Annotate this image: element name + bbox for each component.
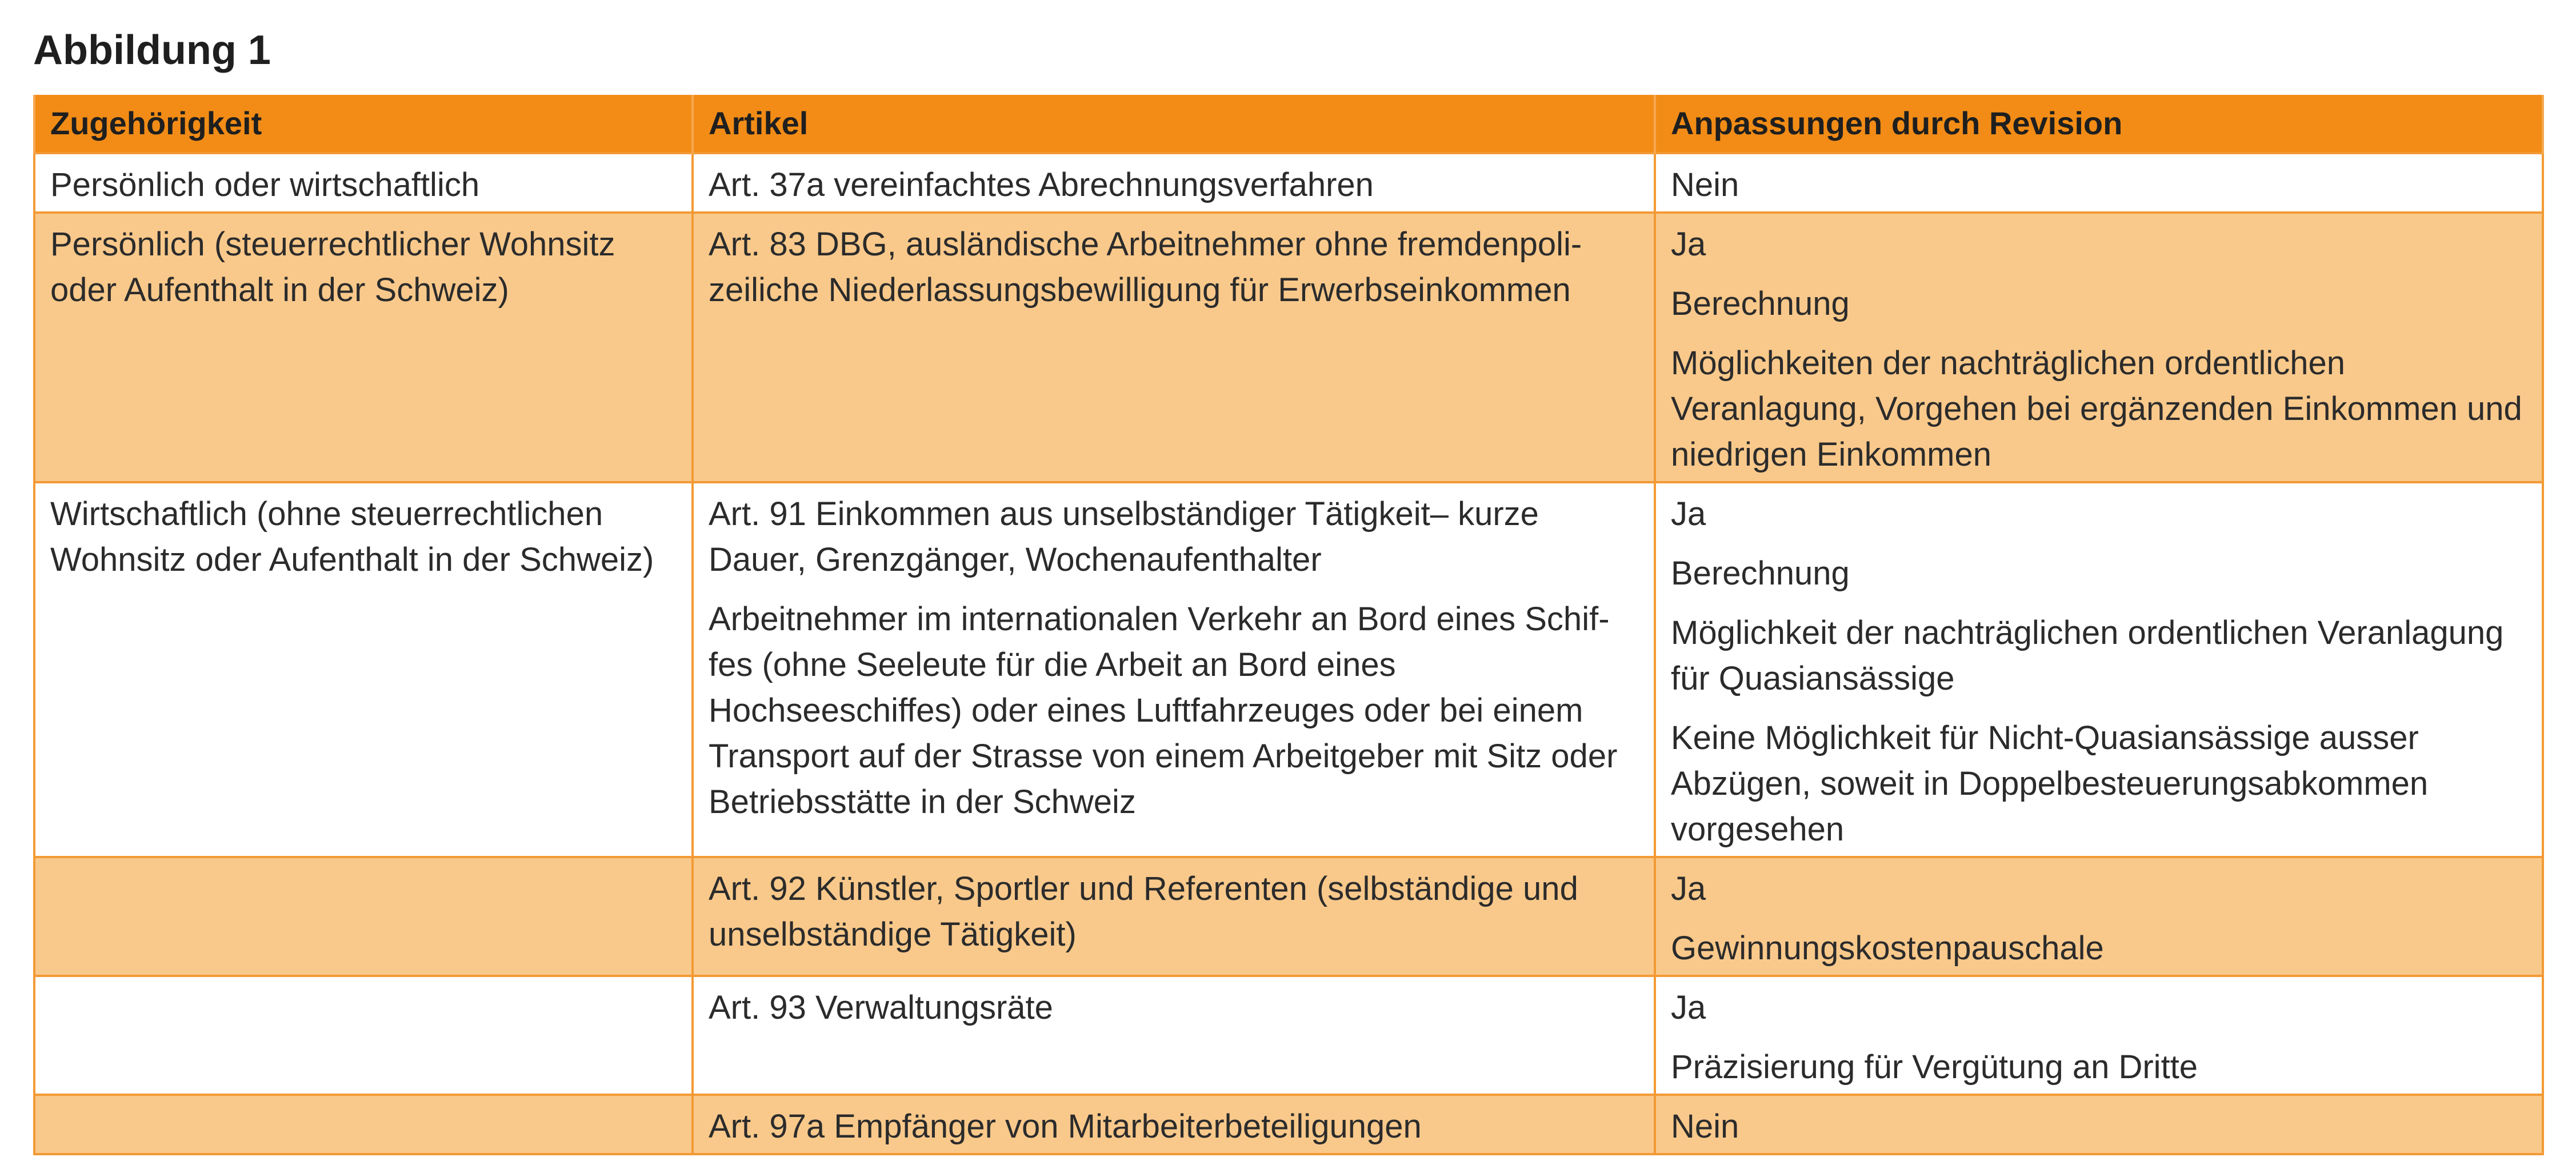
cell-text: Berechnung xyxy=(1671,285,1850,322)
cell-text: Art. 93 Verwaltungsräte xyxy=(709,989,1053,1026)
cell-text: Keine Möglichkeit für Nicht-Quasiansässige ausser Abzügen, soweit in Doppelbesteuerungsabkommen vorgesehen xyxy=(1671,719,2429,848)
cell-text: Nein xyxy=(1671,166,1739,203)
cell-text: Arbeitnehmer im internationalen Verkehr an Bord eines Schiffes (ohne Seeleute für die Arbeit an Bord eines Hochseeschiffes) oder eines Luftfahrzeuges oder bei einem Transport auf der Strasse von einem Arbeitgeber mit Sitz oder Betriebsstätte in der Schweiz xyxy=(709,600,1618,820)
cell-text: Art. 83 DBG, ausländische Arbeitnehmer ohne fremdenpolizeiliche Niederlassungsbewilligung für Erwerbseinkommen xyxy=(709,226,1582,309)
cell-text: Nein xyxy=(1671,1108,1739,1145)
cell-artikel xyxy=(693,857,1655,976)
table-row xyxy=(34,976,2543,1095)
cell-text: Persönlich oder wirtschaftlich xyxy=(50,166,480,203)
cell-zugehoerigkeit xyxy=(34,857,693,976)
table-row xyxy=(34,1095,2543,1154)
cell-text: Ja xyxy=(1671,226,1706,263)
cell-artikel xyxy=(693,1095,1655,1154)
header-anpassungen: Anpassungen durch Revision xyxy=(1655,95,2543,153)
cell-anpassungen xyxy=(1655,153,2543,213)
table-row xyxy=(34,153,2543,213)
cell-artikel xyxy=(693,482,1655,857)
cell-anpassungen xyxy=(1655,976,2543,1095)
table-row xyxy=(34,482,2543,857)
figure-title: Abbildung 1 xyxy=(33,27,271,73)
cell-artikel xyxy=(693,153,1655,213)
cell-text: Ja xyxy=(1671,989,1706,1026)
table-header-row xyxy=(34,95,2543,153)
cell-anpassungen xyxy=(1655,482,2543,857)
cell-zugehoerigkeit xyxy=(34,213,693,482)
cell-text: Art. 91 Einkommen aus unselbständiger Tätigkeit– kurze Dauer, Grenzgänger, Wochenaufenthalter xyxy=(709,495,1539,578)
cell-text: Berechnung xyxy=(1671,555,1850,592)
cell-artikel xyxy=(693,213,1655,482)
cell-text: Wirtschaftlich (ohne steuerrechtlichen Wohnsitz oder Aufenthalt in der Schweiz) xyxy=(50,495,654,578)
cell-text: Persönlich (steuerrechtlicher Wohnsitz oder Aufenthalt in der Schweiz) xyxy=(50,226,615,309)
cell-text: Gewinnungskostenpauschale xyxy=(1671,930,2104,967)
header-zugehoerigkeit: Zugehörigkeit xyxy=(34,95,693,153)
revision-table xyxy=(33,95,2544,1155)
cell-zugehoerigkeit xyxy=(34,1095,693,1154)
cell-text: Ja xyxy=(1671,495,1706,533)
cell-text: Ja xyxy=(1671,870,1706,907)
cell-text: Präzisierung für Vergütung an Dritte xyxy=(1671,1048,2198,1086)
table-row xyxy=(34,213,2543,482)
cell-text: Art. 37a vereinfachtes Abrechnungsverfahren xyxy=(709,166,1374,203)
cell-zugehoerigkeit xyxy=(34,153,693,213)
cell-text: Möglichkeit der nachträglichen ordentlichen Veranlagung für Quasiansässige xyxy=(1671,614,2504,697)
cell-anpassungen xyxy=(1655,213,2543,482)
cell-zugehoerigkeit xyxy=(34,482,693,857)
cell-text: Möglichkeiten der nachträglichen ordentlichen Veranlagung, Vorgehen bei ergänzenden Einkommen und niedrigen Einkommen xyxy=(1671,345,2522,473)
table-row xyxy=(34,857,2543,976)
cell-anpassungen xyxy=(1655,857,2543,976)
cell-text: Art. 97a Empfänger von Mitarbeiterbeteiligungen xyxy=(709,1108,1422,1145)
cell-anpassungen xyxy=(1655,1095,2543,1154)
cell-zugehoerigkeit xyxy=(34,976,693,1095)
header-artikel: Artikel xyxy=(693,95,1655,153)
cell-artikel xyxy=(693,976,1655,1095)
cell-text: Art. 92 Künstler, Sportler und Referenten (selbständige und unselbständige Tätigkeit) xyxy=(709,870,1578,953)
